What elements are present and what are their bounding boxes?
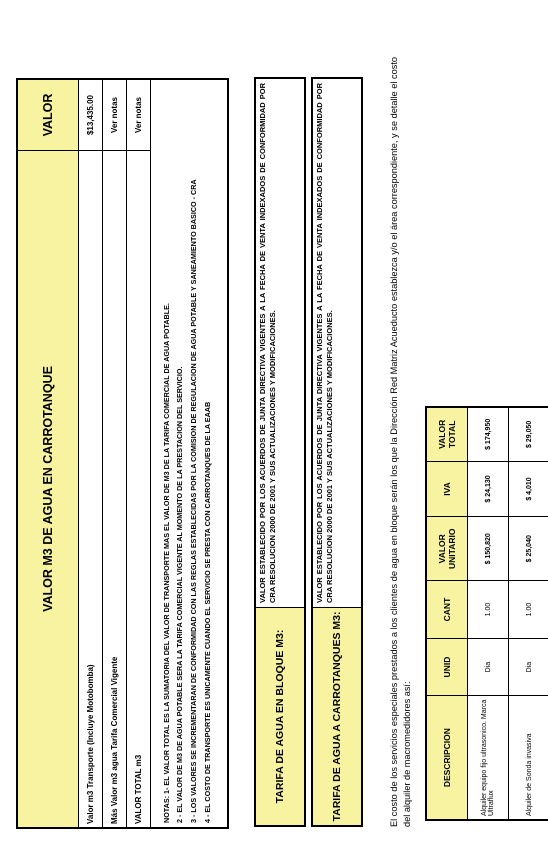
main-table-title: VALOR M3 DE AGUA EN CARROTANQUE — [17, 151, 79, 829]
tarifa-label: TARIFA DE AGUA EN BLOQUE M3: — [255, 608, 305, 827]
cell-cant: 1.00 — [509, 581, 548, 639]
tarifa-bloque-row — [254, 77, 306, 827]
cell-total: $ 29,050 — [509, 407, 548, 461]
cell-unit: $ 150,820 — [468, 517, 509, 581]
col-header: IVA — [426, 461, 468, 517]
cell-iva: $ 4,010 — [509, 461, 548, 517]
cell-unid: Dia — [509, 638, 548, 695]
col-header: UNID — [426, 638, 468, 695]
cell-total: $ 174,950 — [468, 407, 509, 461]
cell-desc: Alquiler de Sonda invasiva — [509, 696, 548, 820]
row-value: Ver notas — [127, 79, 151, 151]
cell-unid: Dia — [468, 638, 509, 695]
row-value: Ver notas — [103, 79, 127, 151]
row-label: VALOR TOTAL m3 — [127, 151, 151, 829]
services-paragraph: El costo de los servicios especiales prestados a los clientes de agua en bloque serán los que la Dirección Red Matriz Acueducto establezca y/o el área correspondiente, y se detalle el costo del alquiler de macromedidores así: — [389, 57, 413, 827]
note-4: 4 - EL COSTO DE TRANSPORTE ES UNICAMENTE CUANDO EL SERVICIO SE PRESTA CON CARROTANQUES DE LA EAAB — [202, 401, 212, 823]
table-row — [509, 407, 548, 820]
col-header: VALOR TOTAL — [426, 407, 468, 461]
value-header: VALOR — [17, 79, 79, 151]
row-label: Valor m3 Transporte (Incluye Motobomba) — [79, 151, 103, 829]
table-row — [468, 407, 509, 820]
cell-iva: $ 24,130 — [468, 461, 509, 517]
cell-cant: 1.00 — [468, 581, 509, 639]
col-header: DESCRIPCION — [426, 696, 468, 820]
col-header: VALOR UNITARIO — [426, 517, 468, 581]
tarifa-carrotanques-row — [311, 77, 363, 827]
carrotanque-value-table — [16, 78, 229, 829]
note-1: NOTAS: 1- EL VALOR TOTAL ES LA SUMATORIA DEL VALOR DE TRANSPORTE MAS EL VALOR DE M3 DE LA TARIFA COMERCIAL DE AGUA POTABLE. — [161, 303, 171, 823]
tarifa-text: VALOR ESTABLECIDO POR LOS ACUERDOS DE JUNTA DIRECTIVA VIGENTES A LA FECHA DE VENTA INDEXADOS DE CONFORMIDAD POR CRA RESOLUCION 2000 DE 2001 Y SUS ACTUALIZACIONES Y MODIFICACIONES. — [312, 78, 362, 608]
row-value: $13,435.00 — [79, 79, 103, 151]
row-label: Más Valor m3 agua Tarifa Comercial Vigente — [103, 151, 127, 829]
tarifa-label: TARIFA DE AGUA A CARROTANQUES M3: — [312, 608, 362, 827]
note-2: 2 - EL VALOR DE M3 DE AGUA POTABLE SERA LA TARIFA COMERCIAL VIGENTE AL MOMENTO DE LA PRESTACION DEL SERVICIO. — [175, 366, 185, 823]
note-3: 3 - LOS VALORES SE INCREMENTARAN DE CONFORMIDAD CON LAS REGLAS ESTABLECIDAS POR LA COMISION DE REGULACION DE AGUA POTABLE Y SANEAMIENTO BASICO - CRA — [189, 179, 198, 823]
notes-cell — [151, 79, 229, 828]
tarifa-text: VALOR ESTABLECIDO POR LOS ACUERDOS DE JUNTA DIRECTIVA VIGENTES A LA FECHA DE VENTA INDEXADOS DE CONFORMIDAD POR CRA RESOLUCION 2000 DE 2001 Y SUS ACTUALIZACIONES Y MODIFICACIONES. — [255, 78, 305, 608]
cell-desc: Alquiler equipo fijo ultrasonico. Marca Ultraflux — [468, 696, 509, 820]
macromedidores-rental-table — [425, 406, 548, 821]
cell-unit: $ 25,040 — [509, 517, 548, 581]
col-header: CANT — [426, 581, 468, 639]
